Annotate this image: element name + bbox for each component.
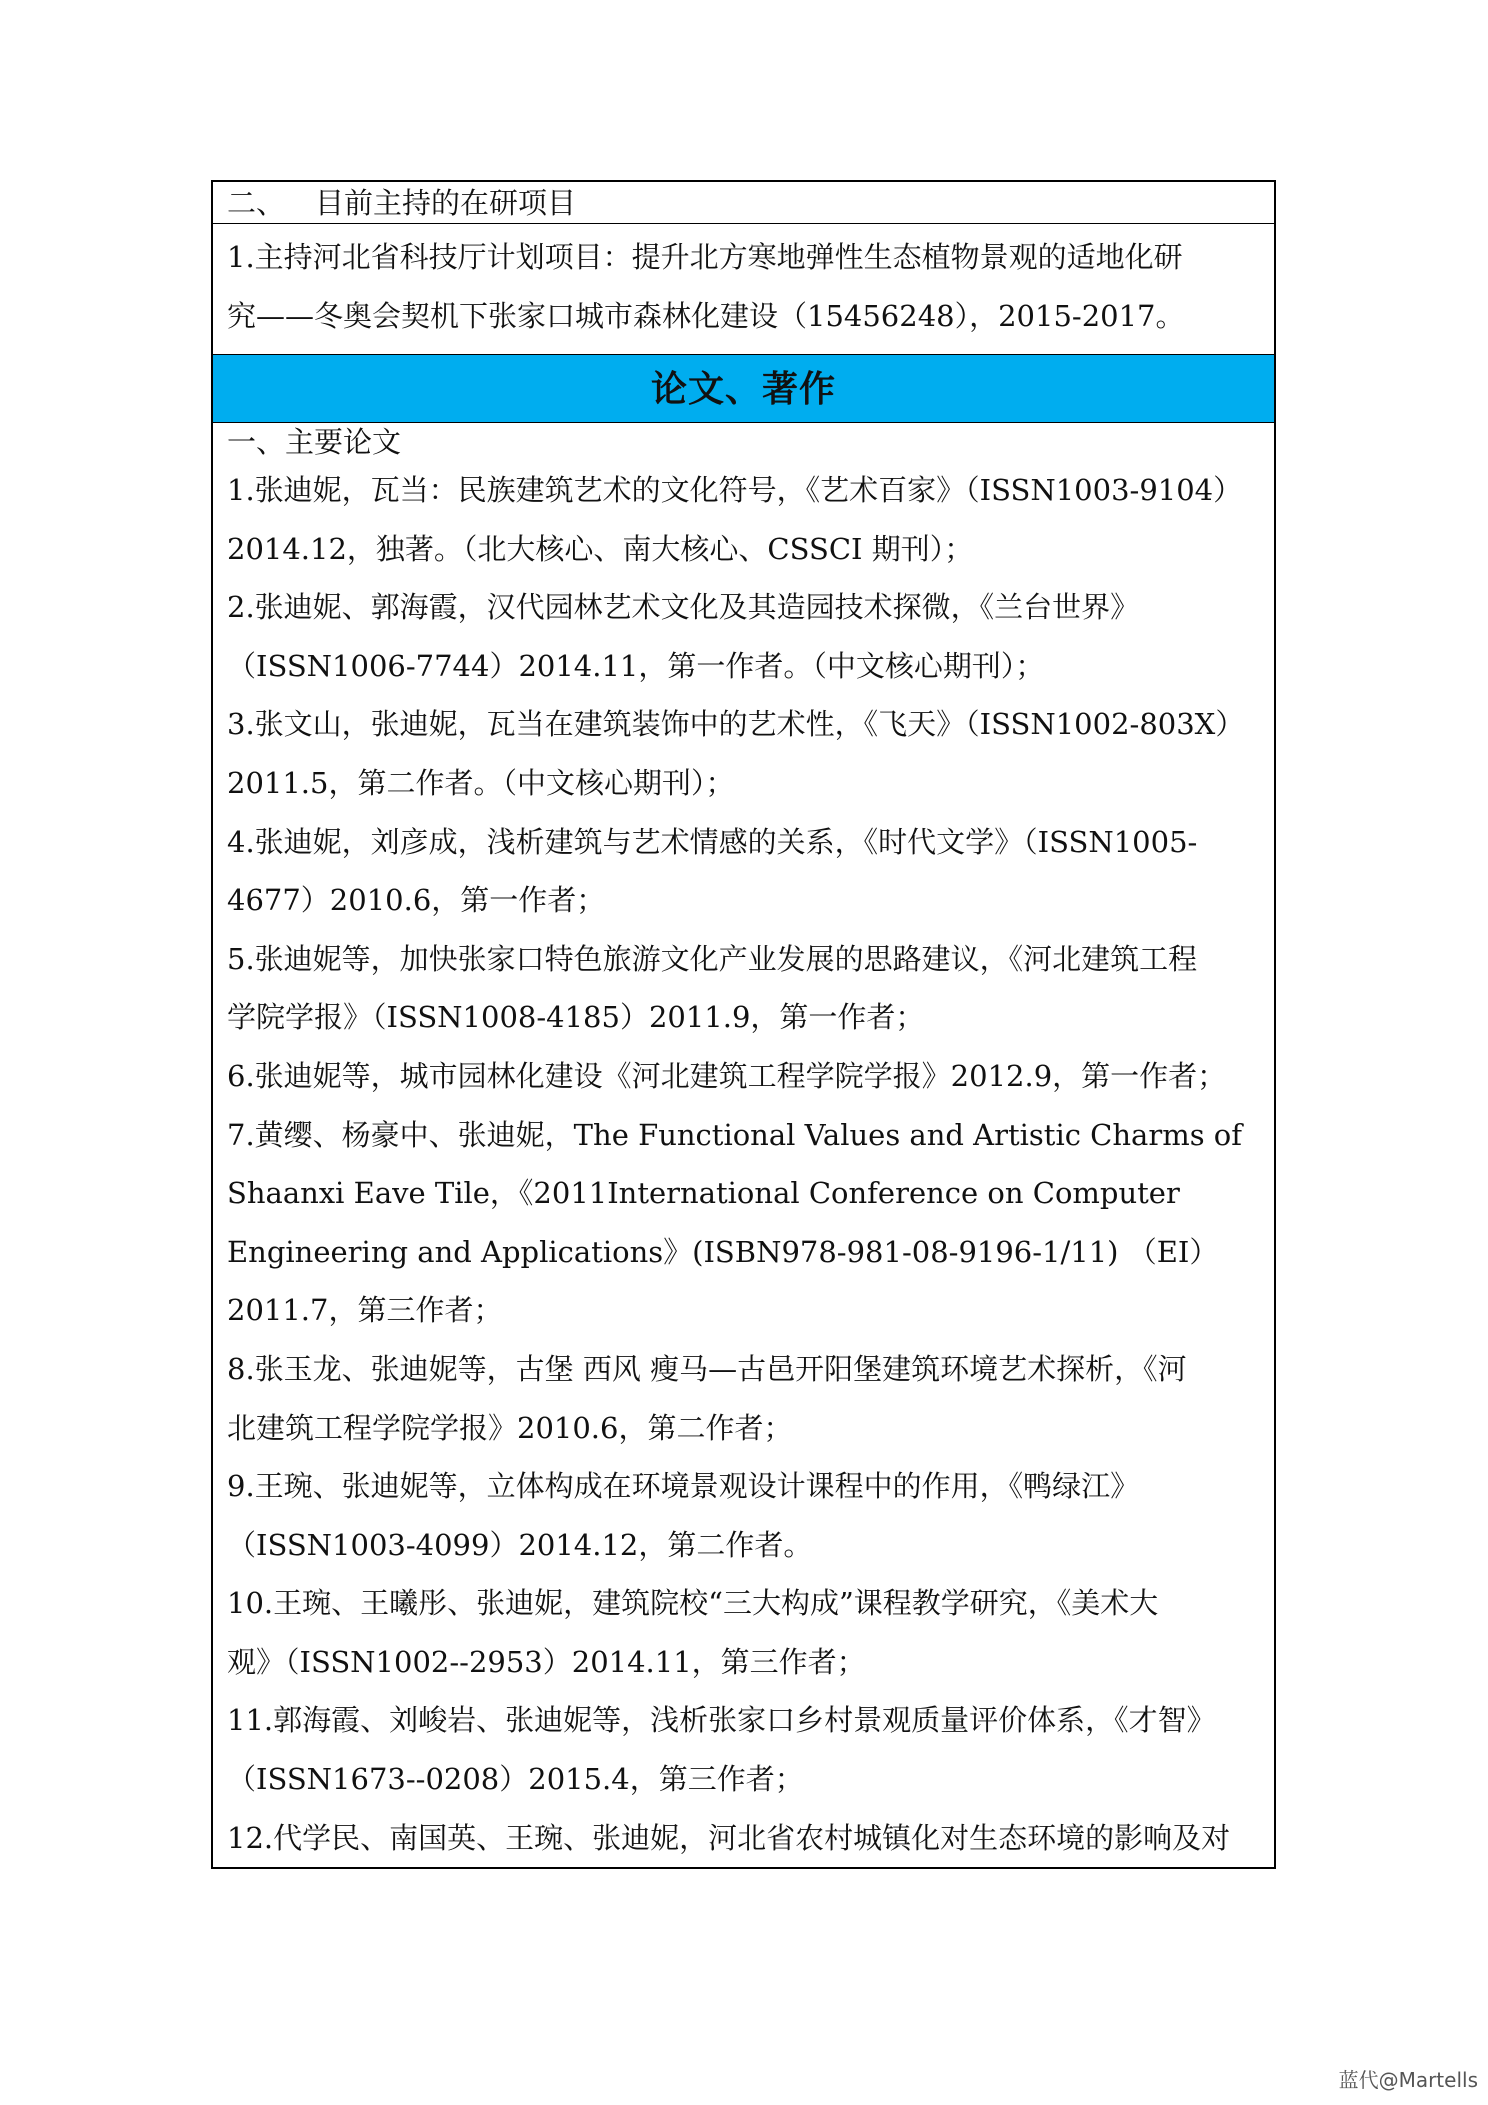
- project-line: 究——冬奥会契机下张家口城市森林化建设（15456248），2015-2017。: [227, 299, 1185, 333]
- project-line: 1.主持河北省科技厅计划项目：提升北方寒地弹性生态植物景观的适地化研: [227, 240, 1183, 274]
- paper-line: 8.张玉龙、张迪妮等，古堡 西风 瘦马—古邑开阳堡建筑环境艺术探析，《河: [227, 1351, 1187, 1386]
- paper-line: （ISSN1006-7744）2014.11，第一作者。（中文核心期刊）；: [227, 648, 1045, 683]
- paper-line: 4.张迪妮，刘彦成，浅析建筑与艺术情感的关系，《时代文学》（ISSN1005-: [227, 824, 1198, 859]
- watermark: 蓝代@Martells: [1338, 2068, 1478, 2092]
- paper-line: （ISSN1003-4099）2014.12，第二作者。: [227, 1527, 813, 1562]
- paper-line: 2.张迪妮、郭海霞，汉代园林艺术文化及其造园技术探微，《兰台世界》: [227, 590, 1140, 625]
- paper-line: 4677）2010.6，第一作者；: [227, 883, 606, 918]
- paper-line: 10.王琬、王曦彤、张迪妮，建筑院校“三大构成”课程教学研究，《美术大: [227, 1586, 1159, 1621]
- paper-line: Shaanxi Eave Tile，《2011International Conference on Computer: [227, 1176, 1180, 1211]
- paper-line: 2011.7，第三作者；: [227, 1293, 503, 1328]
- paper-line: 7.黄缨、杨豪中、张迪妮，The Functional Values and Artistic Charms of: [227, 1117, 1242, 1152]
- projects-heading-number: 二、: [227, 186, 286, 220]
- paper-line: 观》（ISSN1002--2953）2014.11，第三作者；: [227, 1644, 866, 1679]
- paper-line: 9.王琬、张迪妮等，立体构成在环境景观设计课程中的作用，《鸭绿江》: [227, 1469, 1140, 1504]
- projects-heading: [213, 182, 1274, 224]
- paper-line: 12.代学民、南国英、王琬、张迪妮，河北省农村城镇化对生态环境的影响及对: [227, 1820, 1231, 1855]
- paper-line: 学院学报》（ISSN1008-4185）2011.9，第一作者；: [227, 1000, 925, 1035]
- papers-banner: [213, 355, 1274, 423]
- paper-line: 6.张迪妮等，城市园林化建设《河北建筑工程学院学报》2012.9，第一作者；: [227, 1058, 1227, 1093]
- document-table: [211, 180, 1276, 1869]
- paper-line: 11.郭海霞、刘峻岩、张迪妮等，浅析张家口乡村景观质量评价体系，《才智》: [227, 1703, 1216, 1738]
- banner-title: 论文、著作: [650, 368, 836, 410]
- paper-line: 2014.12，独著。（北大核心、南大核心、CSSCI 期刊）；: [227, 531, 974, 566]
- papers-sub-heading: 一、主要论文: [227, 425, 402, 459]
- paper-line: 北建筑工程学院学报》2010.6，第二作者；: [227, 1410, 793, 1445]
- project-entry: [213, 224, 1274, 355]
- paper-line: 3.张文山，张迪妮，瓦当在建筑装饰中的艺术性，《飞天》（ISSN1002-803X）: [227, 707, 1245, 742]
- paper-line: 1.张迪妮，瓦当：民族建筑艺术的文化符号，《艺术百家》（ISSN1003-9104）: [227, 473, 1243, 507]
- paper-line: 2011.5，第二作者。（中文核心期刊）；: [227, 765, 735, 800]
- paper-line: 5.张迪妮等，加快张家口特色旅游文化产业发展的思路建议，《河北建筑工程: [227, 941, 1198, 976]
- projects-heading-text: 目前主持的在研项目: [315, 186, 577, 220]
- papers-list: [213, 423, 1274, 1867]
- paper-line: （ISSN1673--0208）2015.4，第三作者；: [227, 1762, 804, 1797]
- paper-line: Engineering and Applications》(ISBN978-981-08-9196-1/11) （EI）: [227, 1234, 1219, 1269]
